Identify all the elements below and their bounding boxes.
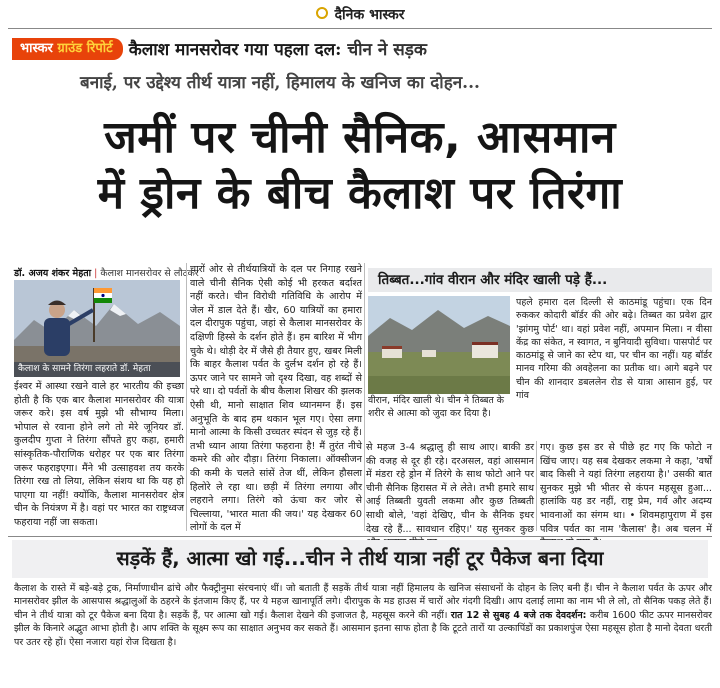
kicker — [12, 34, 712, 106]
column-divider — [364, 263, 365, 531]
byline-location: कैलाश मानसरोवर से लौटकर — [100, 268, 199, 279]
photo-caption-right: वीरान, मंदिर खाली थे। चीन ने तिब्बत के शरीर से आत्मा को जुदा कर दिया है। — [368, 395, 504, 420]
headline-line-1: जमीं पर चीनी सैनिक, आसमान — [104, 112, 616, 163]
masthead-logo-text: दैनिक भास्कर — [334, 7, 405, 23]
kicker-lead: कैलाश मानसरोवर गया पहला दल: — [128, 40, 342, 60]
photo-author-with-flag — [14, 280, 180, 362]
ground-report-badge — [12, 38, 123, 60]
bottom-paragraph-1: कैलाश के रास्ते में बड़े-बड़े ट्रक, निर्माणाधीन ढांचे और फैक्ट्रीनुमा संरचनाएं थीं। जो बताती हैं सड़कें तीर्थ यात्रा नहीं हिमालय के खनिज संसाधनों के दोहन के लिए बनी हैं। चीन ने कैलाश पर्वत के ऊपर और मानसरोवर झील के आसपास श्रद्धालुओं के ठहरने के इंतजाम किए हैं, पर ये महज खानापूर्ति लगे। दीरापुक के मड हाउस में चारों ओर गंदगी दिखी। आप दलाई लामा का नाम भी ले लो, तो सैनिक पकड़ लेते हैं। चीन ने तीर्थ यात्रा को टूर पैकेज बना दिया है। सड़कें हैं, पर आत्मा खो गई। कैलाश देखने की इजाजत है, महसूस करने की नहीं। — [14, 583, 712, 621]
headline-line-2: में ड्रोन के बीच कैलाश पर तिरंगा — [97, 168, 623, 219]
article-column-3: से महज 3-4 श्रद्धालु ही साथ आए। बाकी डर की वजह से दूर ही रहे। दरअसल, वहां आसमान में मंडरा रहे ड्रोन में तिरंगे के साथ फोटो आने पर चीनी सैनिक हिरासत में ले लेते। तभी हमारे साथ आई तिब्बती युवती लकमा और कुछ तिब्बती साथी बोले, 'वहां देखिए, चीन के सैनिक इधर देख रहे हैं... सावधान रहिए।' यह सुनकर कुछ — [366, 442, 534, 535]
bottom-article-text — [14, 582, 712, 649]
bottom-headline: सड़कें हैं, आत्मा खो गई...चीन ने तीर्थ यात्रा नहीं टूर पैकेज बना दिया — [12, 540, 708, 578]
author-name: डॉ. अजय शंकर मेहता — [14, 268, 92, 279]
badge-label-ground-report: ग्राउंड रिपोर्ट — [57, 41, 113, 56]
article-column-4: गए। कुछ इस डर से पीछे हट गए कि फोटो न खिंच जाए। यह सब देखकर लकमा ने कहा, 'वर्षों बाद किसी ने यहां तिरंगा लहराया है।' उसकी बात सुनकर मुझे भी भीतर से कंपन महसूस हुआ... हालांकि यह डर नहीं, राष्ट्र प्रेम, गर्व और अदम्य भावनाओं का संगम था। • शिवमहापुराण में इस पवित्र पर्वत का नाम 'कैलास' है। अब चलन में — [540, 442, 712, 535]
sun-logo-icon — [316, 7, 328, 19]
bottom-paragraph-2-lead: रात 12 से सुबह 4 बजे तक देवदर्शन: — [450, 609, 587, 621]
kicker-line2: बनाई, पर उद्देश्य तीर्थ यात्रा नहीं, हिमालय के खनिज का दोहन... — [80, 73, 480, 93]
bottom-paragraph-2: करीब 1600 फीट ऊपर मानसरोवर झील के किनारे अद्भुत आभा होती है। आप शक्ति के सूक्ष्म रूप का साक्षात अनुभव कर सकते हैं। आसमान इतना साफ होता है कि टूटते तारों या उल्कापिंडों का प्रकाशपुंज ऐसा महसूस होता है मानो देवता धरती पर उतर रहे हों। ऐसा नजारा यहां रोज दिखता है। — [14, 609, 713, 648]
kicker-line1-rest: चीन ने सड़क — [341, 40, 427, 60]
masthead — [0, 4, 720, 26]
article-column-1: ईश्वर में आस्था रखने वाले हर भारतीय की इच्छा होती है कि एक बार कैलाश मानसरोवर की यात्रा जरूर करे। इस वर्ष मुझे भी सौभाग्य मिला। भोपाल से रवाना होने लगे तो मेरे जूनियर डॉ. कुलदीप गुप्ता ने तिरंगा सौंपते हुए कहा, हमारी सांस्कृतिक-पौराणिक धरोहर पर एक बार तिरंगा जरूर फहराइएगा। मैंने भी उत्साहवश तय करके तिरंगा रख तो लिया, लेकिन संशय था कि यह हो पाएगा या नहीं! क्योंकि, कैलाश मानसरोवर क्षेत्र चीन के नियंत्रण में है। वहां पर भारत का राष्ट्रध्वज फहराया नहीं जा सकता। — [14, 381, 184, 528]
badge-label-bhaskar: भास्कर — [20, 41, 58, 56]
village-landscape-illustration — [368, 296, 510, 394]
column-divider — [186, 263, 187, 531]
article-right-text: पहले हमारा दल दिल्ली से काठमांडू पहुंचा। एक दिन रुककर कोदारी बॉर्डर की ओर बढ़े। तिब्बत का प्रवेश द्वार 'झांगमु पोर्ट' था। वहां प्रवेश नहीं, अपमान मिला। न वीसा केंद्र का संकेत, न स्वागत, न बुनियादी सुविधा। पासपोर्ट पर काठमांडू से जाने का स्टेप था, पर चीन का नहीं। यह बॉर्डर मानव गरिमा की अवहेलना का प्रतीक था। आगे बढ़ने पर चीन की शानदार डबललेन रोड से यात्रा आसान हुई, पर गांव — [516, 297, 712, 402]
tibet-subheading: तिब्बत...गांव वीरान और मंदिर खाली पड़े हैं... — [368, 268, 712, 292]
bottom-divider — [8, 536, 712, 537]
top-divider — [8, 28, 712, 29]
mountain-scene-illustration — [14, 280, 180, 362]
article-column-2: चारों ओर से तीर्थयात्रियों के दल पर निगाह रखने वाले चीनी सैनिक ऐसी कोई भी हरकत बर्दाश्त नहीं करते। चीन विरोधी गतिविधि के आरोप में जेल में डाल देते हैं। खैर, 60 यात्रियों का हमारा दल दीरापुक पहुंचा, जहां से कैलाश मानसरोवर के दक्षिणी हिस्से के दर्शन होते हैं। हम बारिश में भीग चुके थे। थोड़ी देर में जैसे ही तैयार हुए, खबर मिली कि बाहर कैलाश पर्वत के दुर्लभ दर्शन हो रहे हैं। ऊपर जाने पर सामने जो दृश्य दिखा, वह शब्दों से परे था। दो पर्वतों के बीच कैलाश शिखर की झलक ऐसी थी, मानो साक्षात शिव ध्यानमग्न हैं। इस अनुभूति के बाद हम थकान भूल गए। ऐसा लगा मानो आत्मा के किसी उच्चतर स्पंदन से जुड़ रहे हैं। तभी ध्यान आया तिरंगा फहराना है! मैं तुरंत नीचे कमरे की ओर दौड़ा। तिरंगा निकाला। ऑक्सीजन की कमी के चलते सांसें तेज थीं, लेकिन हौसला हिलोरे ले रहा था। छड़ी में तिरंगा लगाया और लहराने लगा। तिरंगे को ऊंचा कर जोर से चिल्लाया, 'भारत माता की जय।' यह देखकर 60 लोगों के दल में — [190, 264, 362, 534]
photo-tibet-village — [368, 296, 510, 394]
byline — [14, 266, 199, 279]
photo-caption-left: कैलाश के सामने तिरंगा लहराते डॉ. मेहता — [14, 362, 180, 377]
byline-separator: | — [94, 268, 98, 279]
main-headline — [0, 110, 720, 222]
column-divider — [536, 441, 537, 531]
